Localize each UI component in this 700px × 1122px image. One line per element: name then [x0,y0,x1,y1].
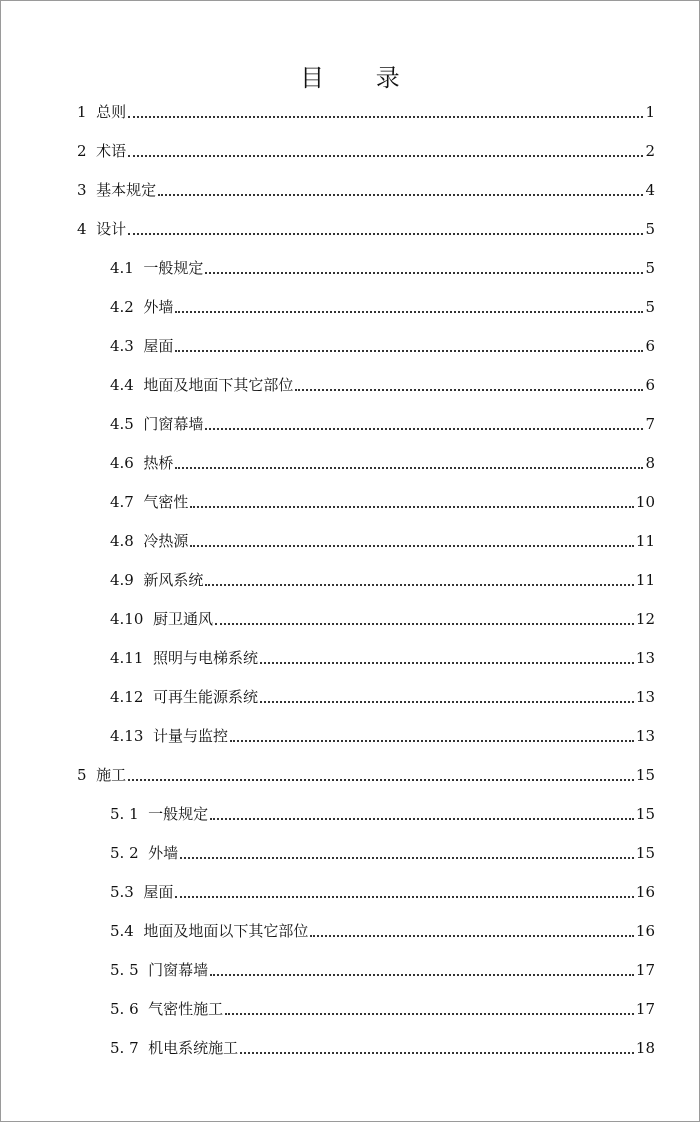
toc-entry-number: 4.6 [110,454,134,472]
toc-entry-4-2[interactable] [110,294,655,316]
toc-entry-page: 16 [635,883,655,901]
toc-entry-page: 7 [645,415,655,433]
toc-entry-4-6[interactable] [110,450,655,472]
toc-entry-label: 地面及地面下其它部位 [143,376,294,394]
toc-entry-5-5[interactable] [110,957,655,979]
toc-entry-4-10[interactable] [110,606,655,628]
toc-entry-5-7[interactable] [110,1035,655,1057]
toc-entry-number: 4.4 [110,376,134,394]
toc-entry-page: 8 [645,454,655,472]
toc-leader [230,740,634,742]
toc-entry-page: 11 [635,532,655,550]
toc-entry-number: 4.10 [110,610,144,628]
toc-entry-number: 4.8 [110,532,134,550]
toc-leader [190,545,633,547]
toc-entry-3[interactable] [77,177,655,199]
toc-entry-label: 计量与监控 [152,727,228,745]
toc-entry-4-13[interactable] [110,723,655,745]
toc-leader [158,194,643,196]
toc-entry-label: 外墙 [143,298,174,316]
toc-entry-number: 4.11 [110,649,144,667]
toc-entry-label: 冷热源 [143,532,189,550]
toc-entry-number: 4.13 [110,727,144,745]
toc-entry-page: 12 [635,610,655,628]
toc-entry-5-6[interactable] [110,996,655,1018]
toc-entry-page: 4 [645,181,655,199]
toc-leader [175,896,633,898]
toc-leader [225,1013,634,1015]
toc-entry-5-2[interactable] [110,840,655,862]
toc-entry-4-11[interactable] [110,645,655,667]
toc-entry-4[interactable] [77,216,655,238]
toc-entry-4-5[interactable] [110,411,655,433]
toc-entry-label: 总则 [96,103,127,121]
toc-entry-label: 一般规定 [143,259,204,277]
toc-leader [205,428,643,430]
toc-entry-page: 11 [635,571,655,589]
toc-leader [190,506,633,508]
toc-entry-label: 基本规定 [96,181,157,199]
toc-leader [128,779,634,781]
toc-entry-label: 外墙 [148,844,179,862]
toc-entry-page: 5 [645,298,655,316]
toc-entry-page: 15 [635,805,655,823]
toc-entry-label: 施工 [96,766,127,784]
toc-leader [295,389,643,391]
toc-entry-number: 5.3 [110,883,134,901]
toc-entry-label: 气密性 [143,493,189,511]
toc-entry-number: 4.3 [110,337,134,355]
toc-entry-number: 3 [77,181,87,199]
toc-entry-page: 16 [635,922,655,940]
toc-entry-number: 5. 5 [110,961,139,979]
toc-entry-label: 门窗幕墙 [143,415,204,433]
toc-entry-page: 10 [635,493,655,511]
toc-entry-page: 1 [645,103,655,121]
toc-leader [128,116,643,118]
toc-entry-4-8[interactable] [110,528,655,550]
toc-entry-page: 13 [635,727,655,745]
toc-entry-number: 4.9 [110,571,134,589]
toc-entry-label: 屋面 [143,883,174,901]
toc-entry-4-4[interactable] [110,372,655,394]
toc-leader [210,974,634,976]
toc-entry-5-4[interactable] [110,918,655,940]
toc-entry-4-3[interactable] [110,333,655,355]
toc-entry-4-12[interactable] [110,684,655,706]
toc-entry-1[interactable] [77,99,655,121]
toc-leader [180,857,634,859]
toc-entry-label: 屋面 [143,337,174,355]
toc-entry-page: 5 [645,220,655,238]
toc-entry-page: 5 [645,259,655,277]
toc-entry-number: 4.5 [110,415,134,433]
toc-entry-page: 15 [635,766,655,784]
toc-entry-number: 4.12 [110,688,144,706]
toc-title: 目 录 [300,64,422,92]
toc-entry-number: 4.1 [110,259,134,277]
toc-entry-label: 术语 [96,142,127,160]
toc-entry-label: 热桥 [143,454,174,472]
toc-leader [260,662,634,664]
toc-entry-label: 设计 [96,220,127,238]
toc-entry-page: 15 [635,844,655,862]
toc-entry-number: 4.2 [110,298,134,316]
toc-entry-label: 可再生能源系统 [152,688,258,706]
toc-entry-label: 气密性施工 [148,1000,224,1018]
toc-entry-page: 13 [635,688,655,706]
toc-entry-page: 6 [645,376,655,394]
toc-entry-label: 一般规定 [148,805,209,823]
toc-entry-4-9[interactable] [110,567,655,589]
toc-leader [310,935,633,937]
toc-entry-5-1[interactable] [110,801,655,823]
toc-entry-page: 6 [645,337,655,355]
toc-entry-number: 4.7 [110,493,134,511]
toc-entry-page: 13 [635,649,655,667]
toc-entry-number: 5 [77,766,87,784]
toc-leader [175,311,643,313]
toc-leader [128,233,643,235]
toc-leader [210,818,634,820]
toc-entry-page: 17 [635,1000,655,1018]
toc-entry-label: 照明与电梯系统 [152,649,258,667]
toc-entry-label: 新风系统 [143,571,204,589]
toc-entry-page: 17 [635,961,655,979]
toc-entry-number: 4 [77,220,87,238]
toc-entry-page: 2 [645,142,655,160]
toc-entry-4-1[interactable] [110,255,655,277]
toc-leader [215,623,634,625]
toc-entry-5[interactable] [77,762,655,784]
toc-entry-number: 5. 1 [110,805,139,823]
toc-entry-label: 地面及地面以下其它部位 [143,922,309,940]
toc-entry-label: 厨卫通风 [152,610,213,628]
toc-leader [175,467,643,469]
toc-entry-number: 5. 6 [110,1000,139,1018]
toc-leader [240,1052,634,1054]
toc-entry-page: 18 [635,1039,655,1057]
toc-entry-number: 5. 2 [110,844,139,862]
toc-leader [205,272,643,274]
toc-entry-number: 2 [77,142,87,160]
toc-leader [175,350,643,352]
toc-entry-label: 机电系统施工 [148,1039,239,1057]
toc-entry-number: 5.4 [110,922,134,940]
toc-leader [205,584,633,586]
toc-entry-5-3[interactable] [110,879,655,901]
toc-leader [128,155,643,157]
toc-entry-label: 门窗幕墙 [148,961,209,979]
toc-entry-number: 5. 7 [110,1039,139,1057]
toc-leader [260,701,634,703]
toc-entry-2[interactable] [77,138,655,160]
toc-entry-number: 1 [77,103,87,121]
toc-entry-4-7[interactable] [110,489,655,511]
